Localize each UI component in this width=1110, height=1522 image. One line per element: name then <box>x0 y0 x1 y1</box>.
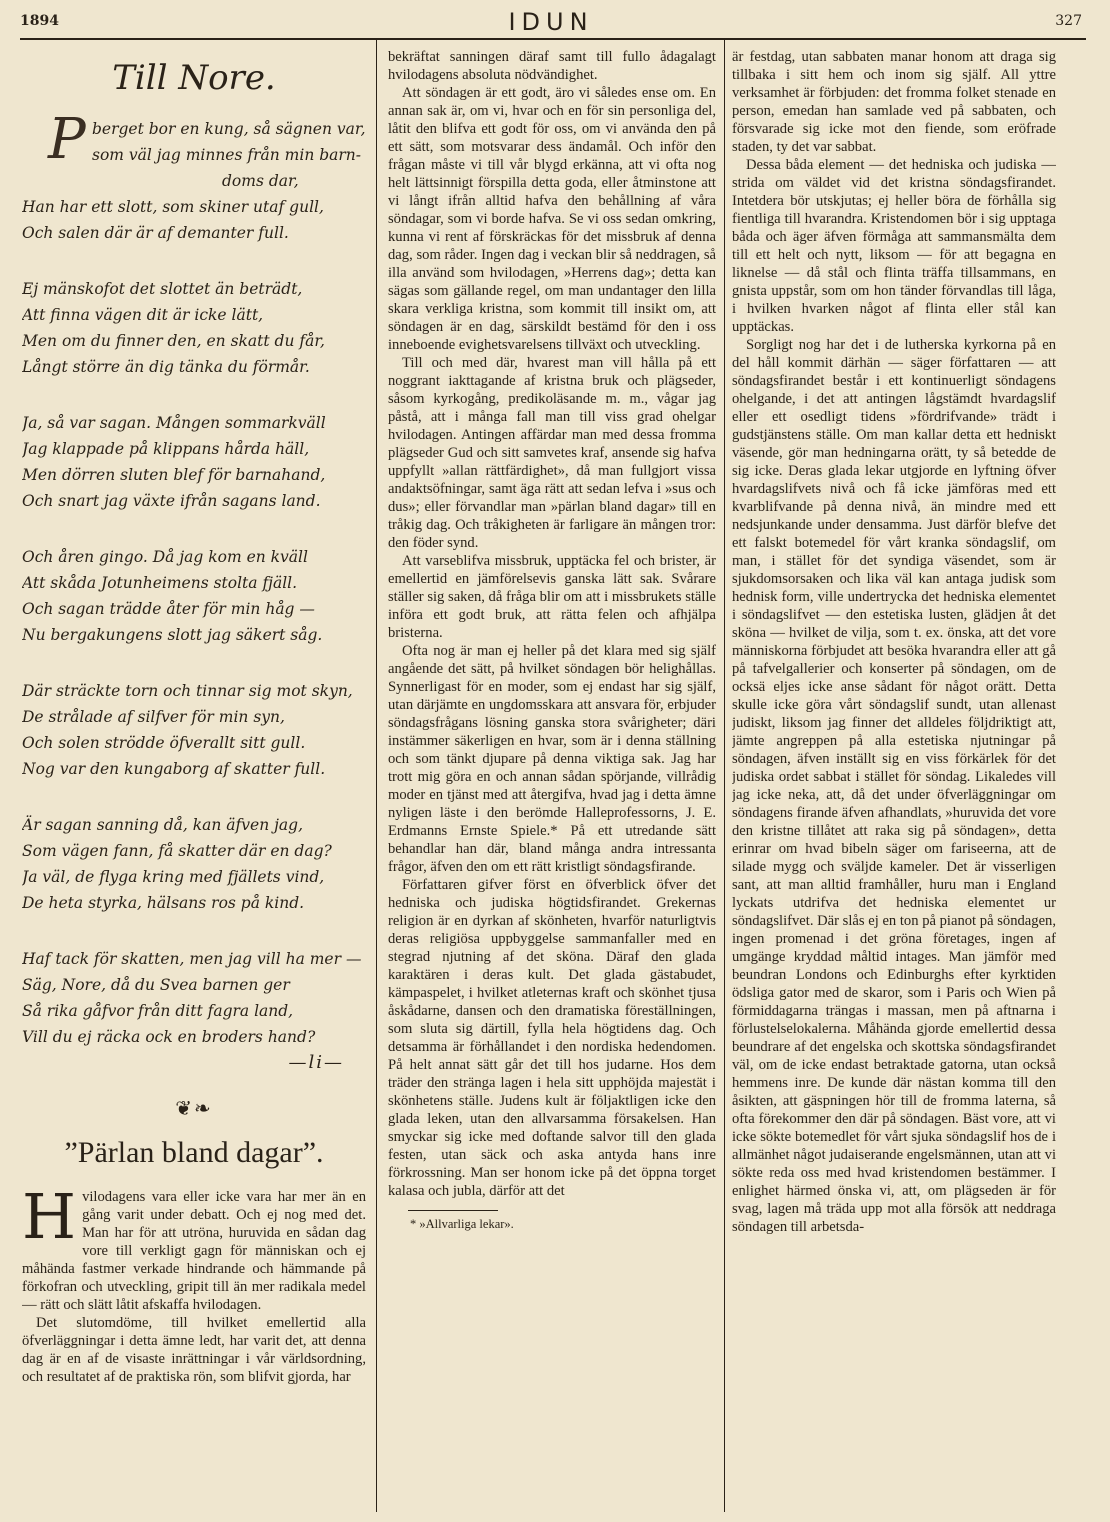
poem-line: Ja väl, de flyga kring med fjällets vind, <box>22 868 325 886</box>
poem-line: Vill du ej räcka ock en broders hand? <box>22 1028 316 1046</box>
article-paragraph: Författaren gifver först en öfverblick öfver det hedniska och judiska högtidsfirandet. Grekernas religion är en dyrkan af skönheten, hvarför naturligtvis deras religiösa uppbyggelse sammanfaller med en stegrad njutning af det sköna. Däraf den glada karaktären i deras kult. Det glada gästabudet, kämpaspelet, i hvilket atleternas kraft och skönhet tjusa åskådarne, dansen och den dramatiska föreställningen, som sluta sig därtill, fylla hela högtidens dag. Och detsamma är förhållandet i den nordiska hedendomen. På helt annat sätt går det till hos judarne. Hos dem träder den stränga lagen i hela sitt upphöjda majestät i skönhetens ställe. Judens kult är följaktligen icke den glada leken, utan den allvarsamma försakelsen. Han smyckar sig icke med doftande salvor till den glada festen, utan säck och aska antyda hans inre förkrossning. Man ser honom icke på det öppna torget kalasa och jubla, därför att det <box>388 877 716 1199</box>
article-paragraph: bekräftat sanningen däraf samt till fullo ådagalagt hvilodagens absoluta nödvändighet. <box>388 49 716 83</box>
poem-line: Nu bergakungens slott jag säkert såg. <box>22 626 323 644</box>
poem-line: Och sagan trädde åter för min håg — <box>22 600 315 618</box>
page-number: 327 <box>1055 13 1082 29</box>
article-paragraph: är festdag, utan sabbaten manar honom att draga sig tillbaka i sitt hem och inom sig själf. All yttre verksamhet är förbjuden: det fromma folket stenade en person, emedan han samlade ved på sabbaten, och försvarade sig icke mot den fiende, som eröfrade staden, ty det var sabbat. <box>732 49 1056 155</box>
poem-stanza <box>22 276 366 380</box>
poem-line: Och solen strödde öfverallt sitt gull. <box>22 734 306 752</box>
masthead-title: IDUN <box>508 8 594 36</box>
ornament-divider: ❦❧ <box>175 1096 213 1120</box>
poem-line: Och salen där är af demanter full. <box>22 224 289 242</box>
footnote-rule <box>408 1210 498 1211</box>
article-paragraph: Ofta nog är man ej heller på det klara med sig själf angående det sätt, på hvilket söndagen bör helighållas. Synnerligast för en moder, som ej endast har sig själf, utan därjämte en ungdomsskara att ansvara för, erbjuder söndagsfrågans lösning ganska stora svårigheter; däri instämmer säkerligen en hvar, som är i denna ställning och som tänkt djupare på denna viktiga sak. Jag har trott mig göra en och annan sådan spörjande, villrådig moder en tjänst med att återgifva, hvad jag i detta ämne nyligen läste i den berömde Halleprofessorns, J. E. Erdmanns Ernste Spiele.* På ett utredande sätt behandlar han där, bland många andra intressanta frågor, äfven den om ett rätt kristligt söndagsfirande. <box>388 643 716 875</box>
article-paragraph: Det slutomdöme, till hvilket emellertid alla öfverläggningar i detta ämne ledt, har varit det, att denna dag är en af de visaste inrättningar i vår världsordning, och resultatet af de praktiska rön, som blifvit gjorda, har <box>22 1315 366 1385</box>
column-divider <box>724 40 725 1512</box>
poem-line: Så rika gåfvor från ditt fagra land, <box>22 1002 294 1020</box>
poem-line: Men dörren sluten blef för barnahand, <box>22 466 326 484</box>
article-paragraph: Dessa båda element — det hedniska och judiska — strida om väldet vid det kristna söndagsfirandet. Intetdera bör utskjutas; ej heller böra de förhålla sig fientliga till hvarandra. Kristendomen bör i sig upptaga båda och äger äfven förmåga att sammansmälta dem till ett helt och nytt, liksom — för att begagna en liknelse — då stål och flinta träffa tillsammans, en gnista uppstår, som om hon tänder förvandlas till låga, i hvilken hvarken något af flinta eller stål kan upptäckas. <box>732 157 1056 335</box>
article-title: ”Pärlan bland dagar”. <box>64 1136 324 1169</box>
poem-title: Till Nore. <box>112 58 276 98</box>
poem-stanza <box>22 544 366 648</box>
article-paragraph: Till och med där, hvarest man vill hålla på ett noggrant iakttagande af kristna bruk och plägseder, såsom kyrkogång, predikoläsande m. m., vågar jag påstå, att i många fall man till viss grad ohelgar hvilodagen. Antingen affärdar man med dessa fromma plägseder Gud och sitt samvetes kraf, ansende sig hafva uppfyllt »allan rättfärdighet», då man fullgjort vissa andaktsöfningar, samt äga rätt att sedan lefva i »sus och dus»; eller förvandlar man »pärlan bland dagar» till en tråkig dag. Och tråkigheten är farligare än mången tror: den föder synd. <box>388 355 716 551</box>
poem-line: Att skåda Jotunheimens stolta fjäll. <box>22 574 298 592</box>
poem-line: Säg, Nore, då du Svea barnen ger <box>22 976 290 994</box>
poem-line: De heta styrka, hälsans ros på kind. <box>22 894 305 912</box>
column-3 <box>732 48 1056 1512</box>
poem-line: Nog var den kungaborg af skatter full. <box>22 760 326 778</box>
column-divider <box>376 40 377 1512</box>
poem-line: Långt större än dig tänka du förmår. <box>22 358 310 376</box>
article-paragraph: Att söndagen är ett godt, äro vi således ense om. En annan sak är, om vi, hvar och en för sin personliga del, låtit den blifva ett godt för oss, om vi använda den på ett sätt, som motsvarar dess ändamål. Och inför den frågan måste vi till vår blygd erkänna, att vi ofta nog helt lättsinnigt förspilla detta goda, eller åtminstone att vi långt ifrån alltid hafva den behållning af våra söndagar, som vi borde hafva. Se vi oss sedan omkring, kunna vi rent af förskräckas för det missbruk af denna dag, som råder. Ingen dag i veckan blir så neddragen, så illa använd som hvilodagen, »Herrens dag»; detta kan sägas som gällande regel, om man undantager den lilla skara verkliga kristna, som kommit till insikt om, att söndagen är en dag, särskildt bestämd för den i oss inneboende evighetsvarelsens tillväxt och utveckling. <box>388 85 716 353</box>
poem-line: Ja, så var sagan. Mången sommarkväll <box>22 414 326 432</box>
column-1 <box>22 48 366 1512</box>
poem-line: Där sträckte torn och tinnar sig mot skyn, <box>22 682 353 700</box>
poem-line: Ej mänskofot det slottet än beträdt, <box>22 280 303 298</box>
header-year: 1894 <box>20 13 59 29</box>
poem-body <box>22 107 366 1076</box>
poem-line: De strålade af silfver för min syn, <box>22 708 285 726</box>
poem-stanza <box>22 107 366 246</box>
poem-line: Som vägen fann, få skatter där en dag? <box>22 842 332 860</box>
header-rule <box>20 38 1086 40</box>
footnote: * »Allvarliga lekar». <box>410 1217 514 1231</box>
poem-line: som väl jag minnes från min barn- <box>92 146 362 164</box>
page-header <box>20 8 1082 38</box>
poem-signature: —li— <box>288 1052 344 1073</box>
poem-line: Och åren gingo. Då jag kom en kväll <box>22 548 308 566</box>
poem-stanza <box>22 678 366 782</box>
poem-initial: P <box>48 107 86 172</box>
column-2 <box>388 48 716 1512</box>
article-paragraph: Sorgligt nog har det i de lutherska kyrkorna på en del håll kommit därhän — säger författaren — att söndagsfirandet består i ett kontinuerligt söndagens ohelgande, i det att antingen lågstämdt hvardagslif eller ett osedligt tidens »fördrifvande» trädt i gudstjänstens ställe. Om man kallar detta ett hedniskt väsende, gör man hedningarna orätt, ty så betedde de sig icke. Deras glada lekar utgjorde en lyftning öfver hvardagslifvets nivå och få icke jämföras med ett kvarblifvande på denna nivå, än mindre med ett nedsjunkande under densamma. Just därför blefve det ett falskt botemedel för vårt krankа söndagslif, om man, i stället för det syndiga väsendet, som är sjukdomsorsaken och lika väl kan antaga judisk som hednisk form, ville undertrycka det hedniska elementet i söndagslifvet — den estetiska lusten, glädjen åt det sköna — hvilket de vilja, som t. ex. önska, att det vore människorna förbjudet att besöka hvarandra eller att gå på tafvelgallerier och konserter på söndagen, om de ocksä eljes icke anse sådant för något orätt. Detta skulle icke göra vårt söndagslif sundt, utan allenast judiskt, liksom jag finner det alldeles följdriktigt att, jämte angreppen på alla estetiska njutningar på söndagen, äfven inställt sig en viss förkärlek för det judiska ordet sabbat i stället för söndag. Likaledes vill jag icke neka, att, då det under öfverläggningar om söndagens firande äfven afhandlats, »huruvida det vore den kristne tillåtet att raka sig på söndagen», detta erinrar om hvad bibeln säger om fariseerna, att de silade mygg och sväljde kameler. Det är visserligen sant, att man alltid framhåller, huru man i England lyckats utdrifva det hedniska elementet ur söndagslifvet. Där slås ej en ton på pianot på söndagen, ingen promenad i det gröna företages, ingen af umgänge kryddad måltid intages. Man jämför med beundran Londons och Edinburghs efter kyrktiden ödsliga gator med de skaror, som i Paris och Wien på förmiddagarna trängas i massan, men på aftnarna i förlustelselokalerna. Måhända gjorde emellertid dessa beundrare af det engelska och skottska söndagsfirandet väl, om de icke endast betraktade gatorna, utan också hemmens inre. De kunde där nästan komma till den åsikten, att gäspningen hör till de fromma laterna, så ofta förekommer den där på söndagen. Bäst vore, att vi icke sökte botemedlet för vårt sjuka söndagslif hos de i allmänhet något judaiserande engelsmännen, utan att vi sökte reda oss med hvad kristendomen bestämmer. I enlighet härmed önska vi, att, om plägseden är för svag, lagen må träda upp mot alla försök att neddraga söndagen till arbetsda- <box>732 337 1056 1235</box>
poem-stanza <box>22 946 366 1050</box>
poem-line: Jag klappade på klippans hårda häll, <box>22 440 310 458</box>
poem-line: Haf tack för skatten, men jag vill ha mer — <box>22 950 362 968</box>
poem-line: Att finna vägen dit är icke lätt, <box>22 306 264 324</box>
poem-line: Men om du finner den, en skatt du får, <box>22 332 325 350</box>
poem-stanza <box>22 812 366 916</box>
article-paragraph: Hvilodagens vara eller icke vara har mer än en gång varit under debatt. Och ej nog med det. Man har för att utröna, huruvida en sådan dag vore till verkligt gagn för människan och ej måhända fastmer verkade hindrande och hämmande på förkofran och utveckling, gripit till än mer radikala medel — rätt och slätt låtit afskaffa hvilodagen. <box>22 1180 366 1313</box>
article-body-col1 <box>22 1180 366 1386</box>
poem-line: doms dar, <box>222 172 299 190</box>
poem-line: Är sagan sanning då, kan äfven jag, <box>22 816 304 834</box>
article-paragraph: Att varseblifva missbruk, upptäcka fel och brister, är emellertid en jämförelsevis ganska lätt sak. Svårare ställer sig saken, då fråga blir om att i missbrukets ställe införa ett godt bruk, att rätta felen och afhjälpa bristerna. <box>388 553 716 641</box>
poem-line: berget bor en kung, så sägnen var, <box>92 120 366 138</box>
poem-line: Och snart jag växte ifrån sagans land. <box>22 492 321 510</box>
article-dropcap: H <box>22 1180 77 1253</box>
poem-line: Han har ett slott, som skiner utaf gull, <box>22 198 324 216</box>
poem-stanza <box>22 410 366 514</box>
